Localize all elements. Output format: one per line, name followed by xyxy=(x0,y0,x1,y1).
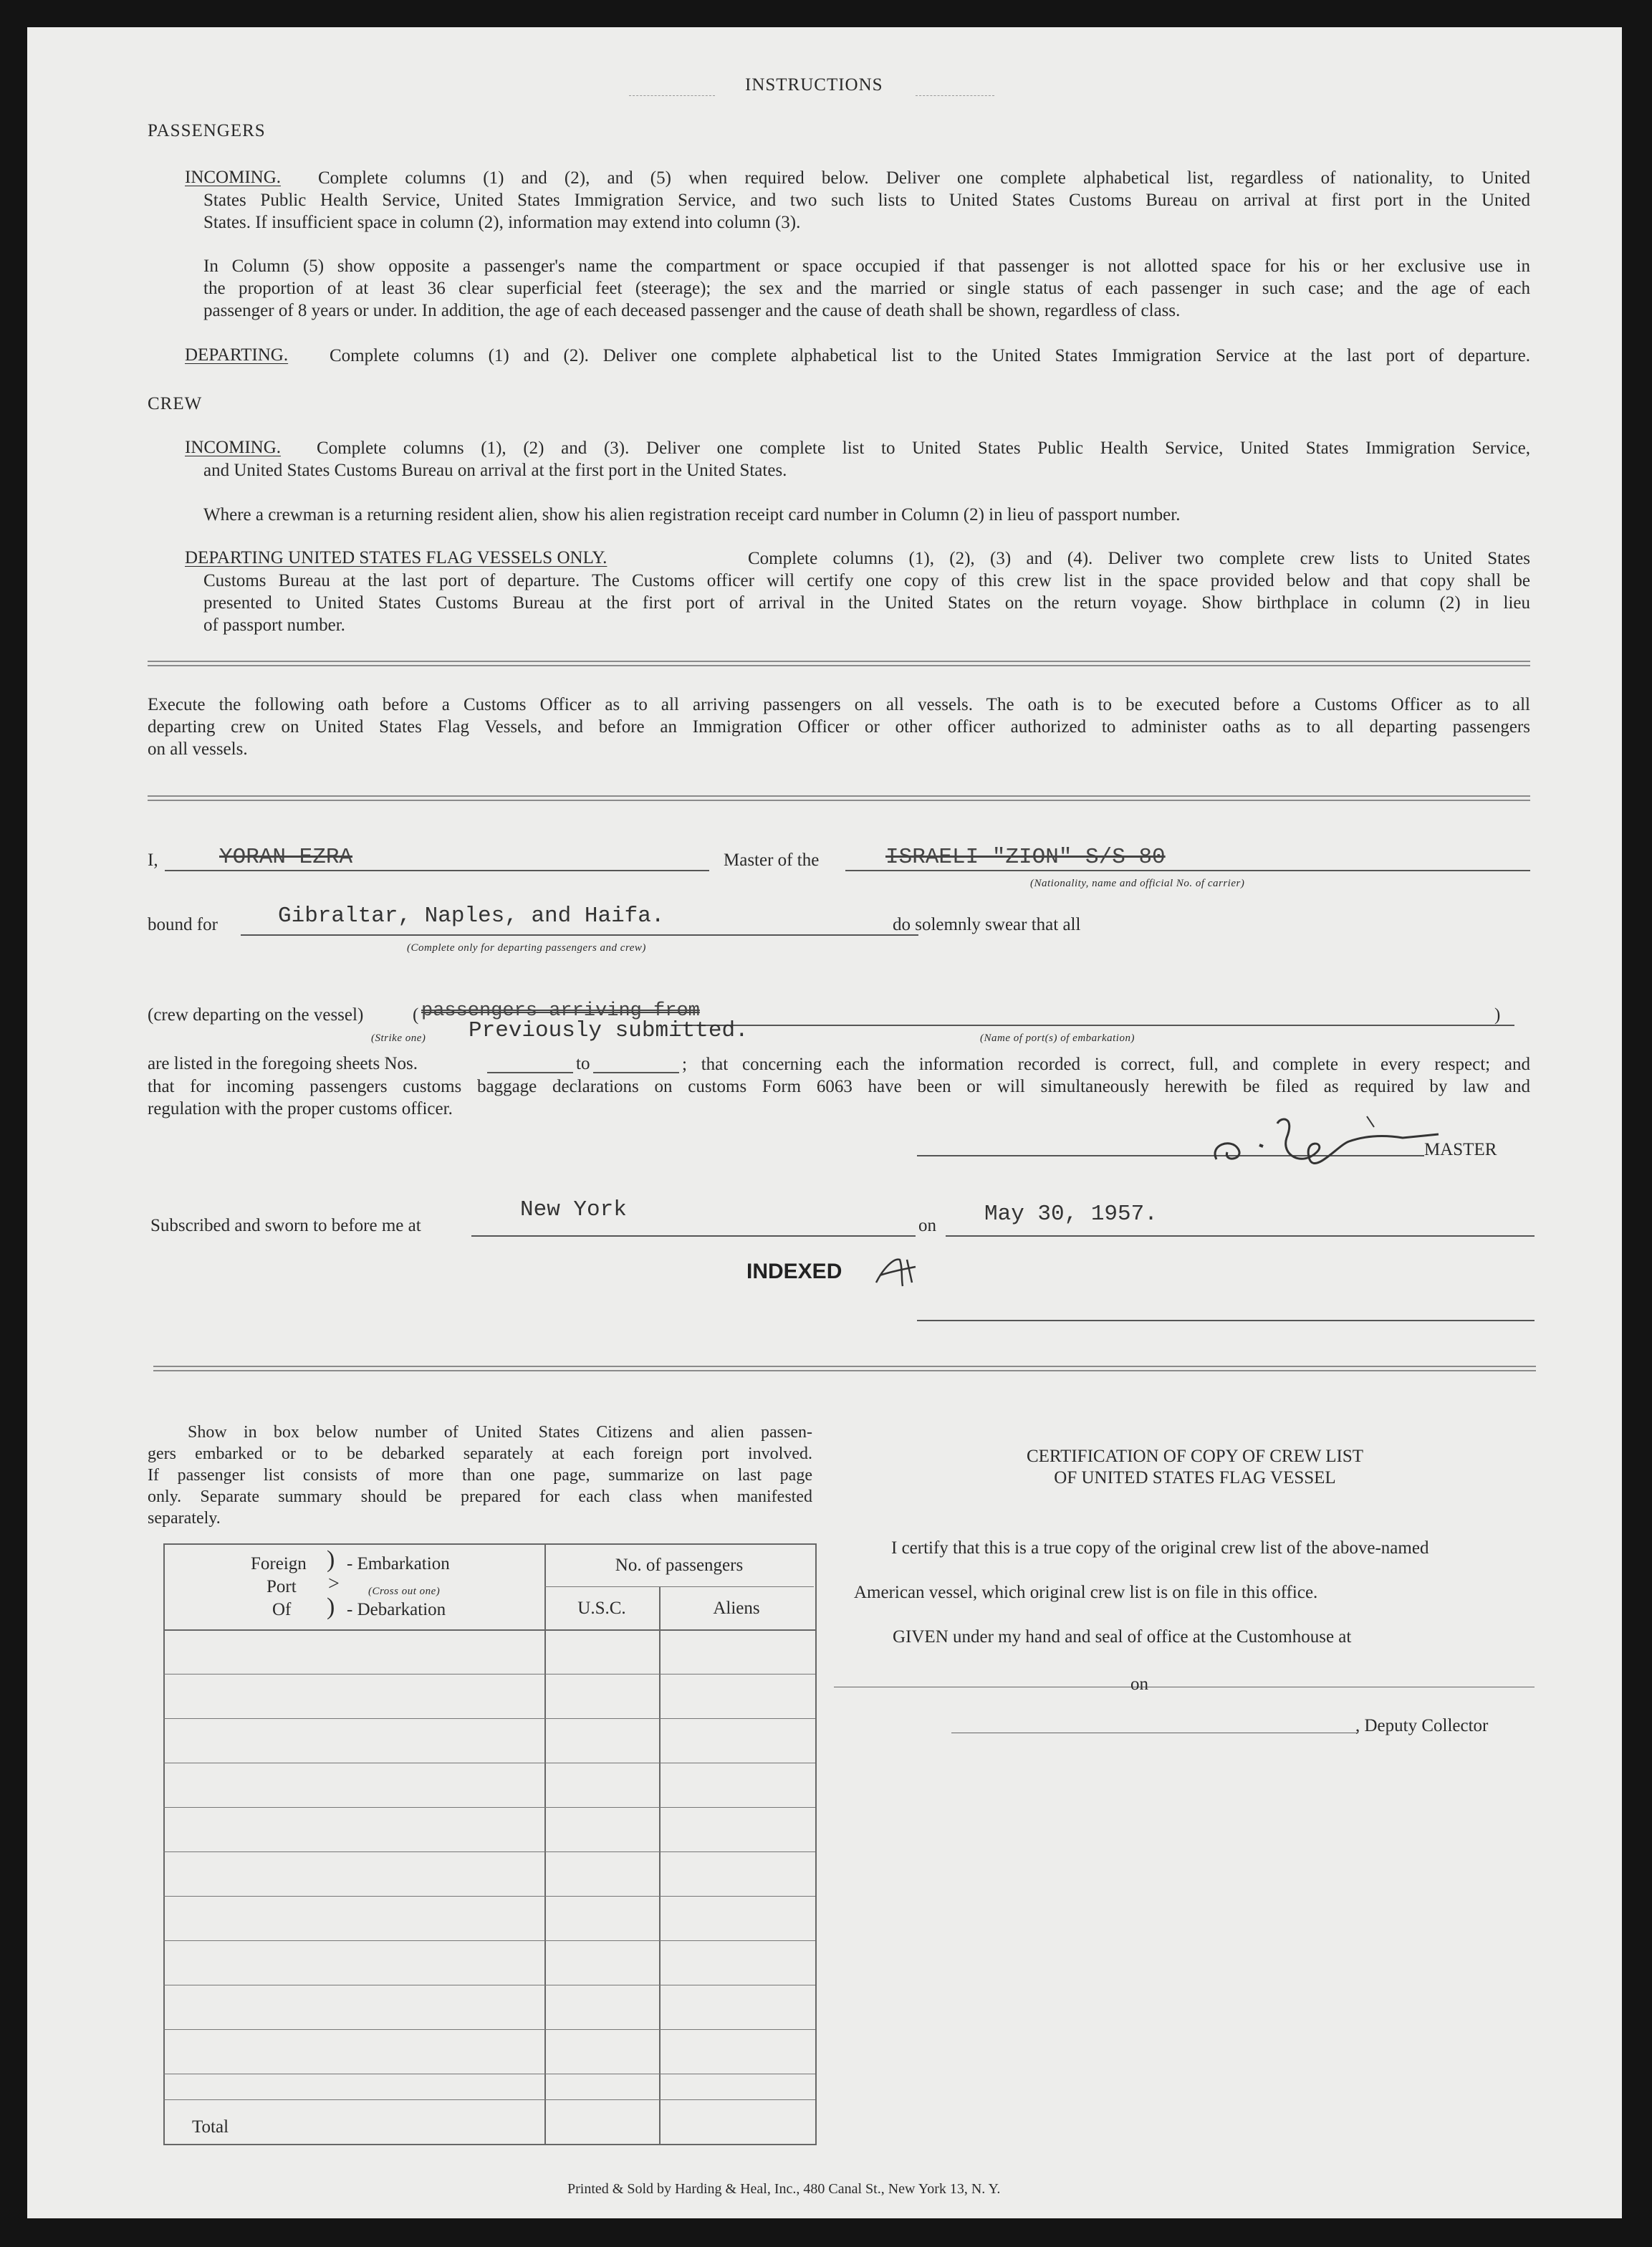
column5-line2: the proportion of at least 36 clear superficial feet (steerage); the sex and the married or single status of each passenger in such case; and the age of each xyxy=(203,279,1530,298)
vessel-name[interactable]: ISRAELI "ZION" S/S 80 xyxy=(885,845,1166,870)
embarkation-label: - Embarkation xyxy=(347,1554,450,1573)
i-label: I, xyxy=(148,851,158,870)
summary-note-line2: gers embarked or to be debarked separately at each foreign port involved. xyxy=(148,1444,812,1463)
master-name-line xyxy=(165,870,709,871)
debarkation-label: - Debarkation xyxy=(347,1600,446,1619)
oath-intro-line3: on all vessels. xyxy=(148,739,248,759)
certification-title-line2: OF UNITED STATES FLAG VESSEL xyxy=(1054,1468,1336,1487)
certification-line1: I certify that this is a true copy of the original crew list of the above-named xyxy=(891,1538,1429,1558)
certification-line3: GIVEN under my hand and seal of office at the Customhouse at xyxy=(893,1627,1352,1647)
oath-intro-line2: departing crew on United States Flag Vessels, and before an Immigration Officer or other officer authorized to administer oaths as to all departing passengers xyxy=(148,717,1530,737)
open-paren: ( xyxy=(413,1005,419,1025)
passengers-heading: PASSENGERS xyxy=(148,121,266,140)
subscribed-label: Subscribed and sworn to before me at xyxy=(150,1216,421,1235)
bound-for-line xyxy=(241,934,918,936)
crew-departing-vessel-label: (crew departing on the vessel) xyxy=(148,1005,364,1025)
certification-title-line1: CERTIFICATION OF COPY OF CREW LIST xyxy=(1026,1447,1364,1466)
passenger-summary-table xyxy=(163,1543,817,2145)
listed-text-a: are listed in the foregoing sheets Nos. xyxy=(148,1054,418,1073)
port-caption: (Name of port(s) of embarkation) xyxy=(980,1033,1135,1044)
table-row xyxy=(163,1896,815,1897)
crew-heading: CREW xyxy=(148,394,203,413)
aliens-header: Aliens xyxy=(713,1599,760,1618)
cross-out-label: (Cross out one) xyxy=(368,1586,441,1597)
table-header-rule xyxy=(163,1629,815,1631)
table-row xyxy=(163,1851,815,1852)
header-rule-right xyxy=(916,95,994,96)
indexed-stamp: INDEXED xyxy=(746,1260,842,1283)
section-divider-1 xyxy=(148,661,1530,666)
bound-for-label: bound for xyxy=(148,915,218,934)
indexed-initial xyxy=(873,1254,923,1290)
passengers-incoming-line1: Complete columns (1) and (2), and (5) when required below. Deliver one complete alphabetical list, regardless of nationality, to United xyxy=(318,168,1530,188)
crew-departing-line4: of passport number. xyxy=(203,615,345,635)
oath-intro-line1: Execute the following oath before a Customs Officer as to all arriving passengers on all vessels. The oath is to be executed before a Customs Officer as to all xyxy=(148,695,1530,714)
listed-to: to xyxy=(576,1054,590,1073)
certification-line2: American vessel, which original crew list is on file in this office. xyxy=(854,1583,1318,1602)
port-line xyxy=(672,1025,1514,1026)
previously-submitted[interactable]: Previously submitted. xyxy=(469,1018,749,1043)
printer-footer: Printed & Sold by Harding & Heal, Inc., 480 Canal St., New York 13, N. Y. xyxy=(567,2181,1001,2197)
passengers-departing-label: DEPARTING. xyxy=(185,345,289,365)
header-rule-left xyxy=(629,95,715,96)
table-col-divider-2 xyxy=(659,1586,661,2144)
passengers-incoming-line3: States. If insufficient space in column (2), information may extend into column (3). xyxy=(203,213,801,232)
crew-incoming-line2: and United States Customs Bureau on arrival at the first port in the United States. xyxy=(203,461,787,480)
vessel-caption: (Nationality, name and official No. of carrier) xyxy=(1030,878,1245,889)
officer-signature-line xyxy=(917,1320,1535,1321)
passengers-incoming-line2: States Public Health Service, United States Immigration Service, and two such lists to United States Customs Bureau on arrival at first port in the United xyxy=(203,191,1530,210)
struck-passengers-text: passengers arriving from xyxy=(421,1000,700,1022)
summary-note-line5: separately. xyxy=(148,1509,221,1528)
section-divider-2 xyxy=(148,795,1530,801)
sworn-place-line xyxy=(471,1235,916,1237)
master-label: MASTER xyxy=(1424,1140,1497,1159)
crew-departing-line3: presented to United States Customs Bureau at the first port of arrival in the United States on the return voyage. Show birthplace in column (2) in lieu xyxy=(203,593,1530,613)
brace-top: ) xyxy=(327,1546,335,1573)
listed-line2: that for incoming passengers customs baggage declarations on customs Form 6063 have been or will simultaneously herewith be filed as required by law and xyxy=(148,1077,1530,1096)
passengers-incoming-label: INCOMING. xyxy=(185,168,282,187)
column5-line3: passenger of 8 years or under. In addition, the age of each deceased passenger and the cause of death shall be shown, regardless of class. xyxy=(203,301,1181,320)
sworn-place[interactable]: New York xyxy=(520,1197,627,1222)
listed-text-b: ; that concerning each the information recorded is correct, full, and complete in every respect; and xyxy=(682,1055,1530,1074)
brace-mid: > xyxy=(328,1573,340,1595)
passengers-departing-text: Complete columns (1) and (2). Deliver one complete alphabetical list to the United States Immigration Service at the last port of departure. xyxy=(330,346,1530,365)
on-label: on xyxy=(918,1216,936,1235)
certification-on-label: on xyxy=(1130,1675,1148,1694)
sheet-from-line xyxy=(487,1072,573,1073)
strike-caption: (Strike one) xyxy=(371,1033,426,1044)
port-label: Port xyxy=(266,1577,297,1596)
table-subheader-rule xyxy=(544,1586,814,1587)
section-divider-3 xyxy=(153,1366,1536,1371)
foreign-label: Foreign xyxy=(251,1554,307,1573)
crew-departing-label: DEPARTING UNITED STATES FLAG VESSELS ONLY. xyxy=(185,548,608,567)
crew-departing-line1: Complete columns (1), (2), (3) and (4). Deliver two complete crew lists to United States xyxy=(748,549,1530,568)
master-of-label: Master of the xyxy=(724,851,820,870)
bound-for-value[interactable]: Gibraltar, Naples, and Haifa. xyxy=(278,904,665,929)
no-of-passengers-header: No. of passengers xyxy=(615,1556,744,1575)
vessel-line xyxy=(845,870,1530,871)
table-row xyxy=(163,1718,815,1719)
table-row xyxy=(163,1674,815,1675)
summary-note-line4: only. Separate summary should be prepared for each class when manifested xyxy=(148,1487,812,1506)
instructions-title: INSTRUCTIONS xyxy=(745,75,883,95)
total-label: Total xyxy=(192,2117,229,2137)
table-row xyxy=(163,1807,815,1808)
crew-incoming-label: INCOMING. xyxy=(185,438,282,457)
brace-bottom: ) xyxy=(327,1594,335,1620)
swear-label: do solemnly swear that all xyxy=(893,915,1081,934)
summary-note-line3: If passenger list consists of more than one page, summarize on last page xyxy=(148,1466,812,1485)
sworn-date[interactable]: May 30, 1957. xyxy=(984,1202,1158,1227)
listed-line3: regulation with the proper customs officer. xyxy=(148,1099,453,1118)
form-page xyxy=(27,27,1622,2218)
sworn-date-line xyxy=(946,1235,1535,1237)
table-col-divider-1 xyxy=(544,1543,546,2144)
crew-departing-line2: Customs Bureau at the last port of departure. The Customs officer will certify one copy of this crew list in the space provided below and that copy shall be xyxy=(203,571,1530,590)
summary-note-line1: Show in box below number of United States Citizens and alien passen- xyxy=(188,1423,812,1442)
sheet-to-line xyxy=(593,1072,679,1073)
bound-for-caption: (Complete only for departing passengers and crew) xyxy=(407,942,646,954)
column5-line1: In Column (5) show opposite a passenger's name the compartment or space occupied if that passenger is not allotted space for his or her exclusive use in xyxy=(203,257,1530,276)
master-signature xyxy=(1195,1102,1446,1174)
table-row xyxy=(163,2029,815,2030)
crew-resident-alien-note: Where a crewman is a returning resident alien, show his alien registration receipt card number in Column (2) in lieu of passport number. xyxy=(203,505,1181,524)
usc-header: U.S.C. xyxy=(577,1599,626,1618)
of-label: Of xyxy=(272,1600,292,1619)
table-total-rule xyxy=(163,2099,815,2100)
master-name[interactable]: YORAN EZRA xyxy=(219,845,353,870)
table-row xyxy=(163,1940,815,1941)
crew-incoming-line1: Complete columns (1), (2) and (3). Deliver one complete list to United States Public Health Service, United States Immigration Service, xyxy=(317,439,1530,458)
deputy-collector-label: , Deputy Collector xyxy=(1355,1716,1489,1735)
close-paren: ) xyxy=(1494,1005,1501,1025)
